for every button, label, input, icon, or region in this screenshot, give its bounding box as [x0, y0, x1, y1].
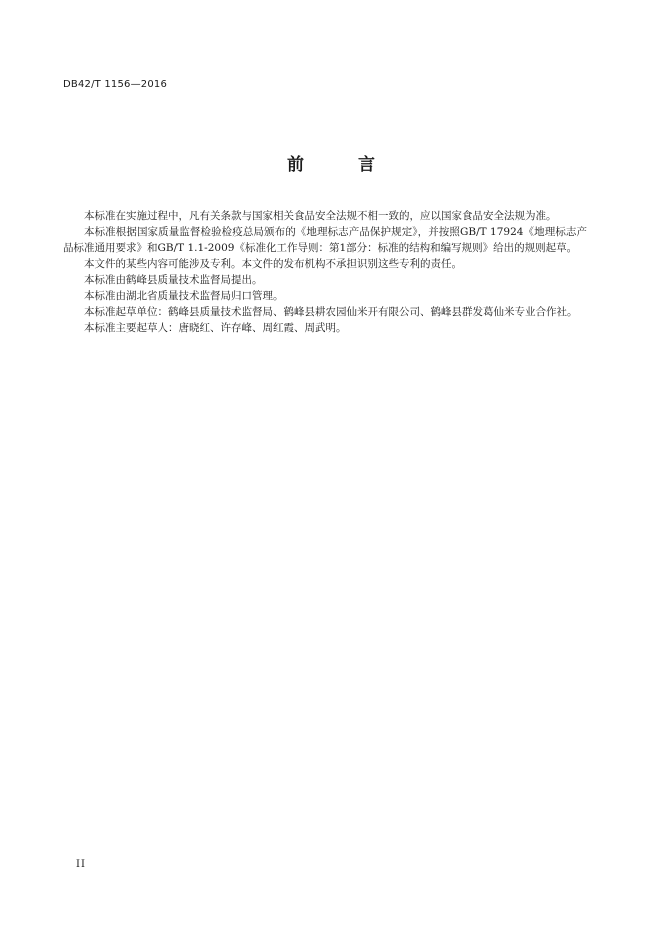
paragraph-administration: 本标准由湖北省质量技术监督局归口管理。 [84, 290, 284, 302]
paragraph-applicability: 本标准在实施过程中，凡有关条款与国家相关食品安全法规不相一致的，应以国家食品安全法规为准。 [84, 210, 557, 222]
page-number: II [76, 859, 86, 870]
foreword-body [63, 208, 587, 336]
paragraph-drafters: 本标准主要起草人：唐晓红、许存峰、周红霞、周武明。 [84, 322, 347, 334]
paragraph-patent: 本文件的某些内容可能涉及专利。本文件的发布机构不承担识别这些专利的责任。 [84, 258, 462, 270]
paragraph-proposer: 本标准由鹤峰县质量技术监督局提出。 [84, 274, 263, 286]
paragraph-drafting-units: 本标准起草单位：鹤峰县质量技术监督局、鹤峰县耕农园仙米开有限公司、鹤峰县群发葛仙米专业合作社。 [84, 306, 578, 318]
paragraph-basis: 本标准根据国家质量监督检验检疫总局颁布的《地理标志产品保护规定》，并按照GB/T 17924《地理标志产品标准通用要求》和GB/T 1.1-2009《标准化工作导则：第1部分：标准的结构和编写规则》给出的规则起草。 [63, 226, 587, 254]
page-title: 前 言 [287, 155, 399, 175]
document-code: DB42/T 1156—2016 [63, 79, 168, 90]
